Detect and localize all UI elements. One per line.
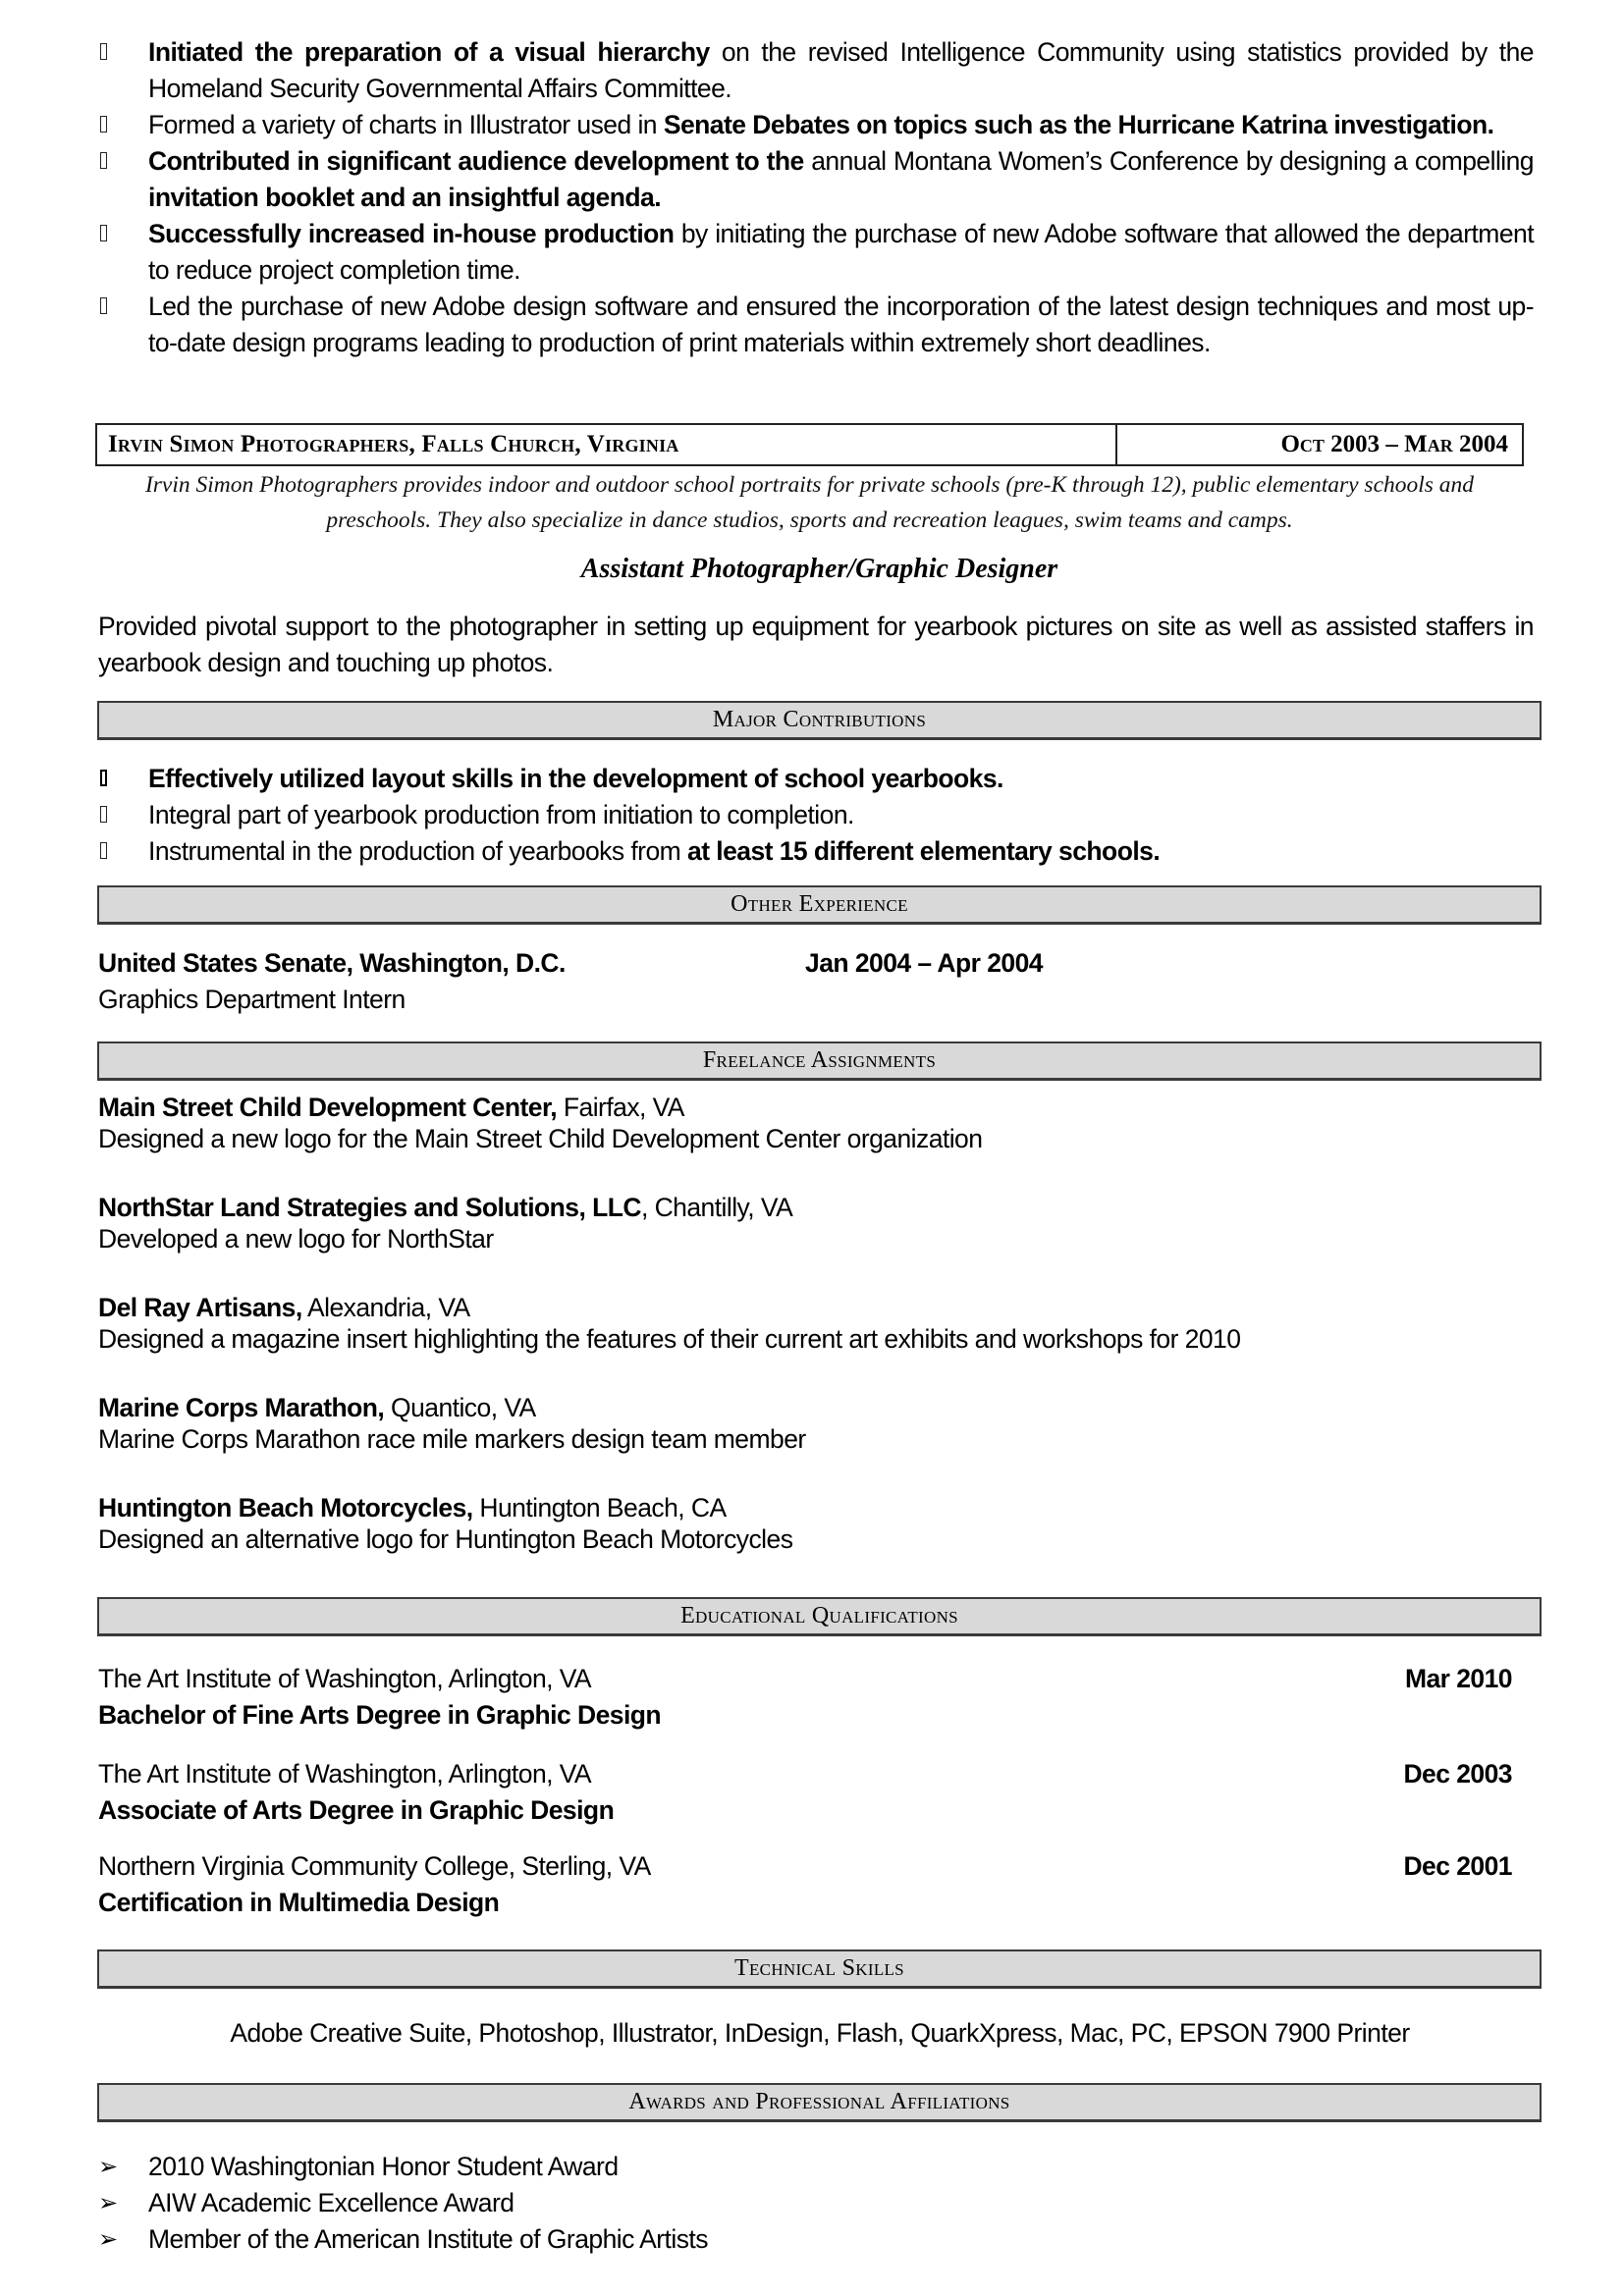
freelance-location: Fairfax, VA bbox=[557, 1093, 684, 1122]
education-date: Dec 2003 bbox=[1403, 1759, 1512, 1789]
education-school: Northern Virginia Community College, Sterling, VA bbox=[98, 1851, 651, 1881]
list-item bbox=[98, 143, 1534, 216]
list-item bbox=[98, 833, 1534, 870]
bold-text: at least 15 different elementary schools. bbox=[687, 836, 1161, 866]
text: by initiating the purchase of new Adobe software that allowed the department to reduce project completion time. bbox=[148, 219, 1535, 285]
education-degree: Associate of Arts Degree in Graphic Design bbox=[98, 1795, 615, 1825]
bold-text: Senate Debates on topics such as the Hurricane Katrina investigation. bbox=[663, 110, 1494, 139]
education-degree: Bachelor of Fine Arts Degree in Graphic Design bbox=[98, 1700, 662, 1730]
bullet-box-icon bbox=[100, 806, 107, 823]
freelance-client: Main Street Child Development Center, bbox=[98, 1093, 558, 1122]
bold-text: invitation booklet and an insightful agenda. bbox=[148, 183, 662, 212]
employment-dates: Oct 2003 – Mar 2004 bbox=[1280, 431, 1508, 457]
bullet-box-icon bbox=[100, 225, 107, 241]
freelance-description: Designed a new logo for the Main Street Child Development Center organization bbox=[98, 1124, 983, 1153]
section-header-technical-skills: Technical Skills bbox=[97, 1949, 1542, 1989]
bullet-box-icon bbox=[100, 152, 107, 169]
list-item bbox=[98, 34, 1534, 107]
list-item bbox=[98, 216, 1534, 289]
freelance-description: Marine Corps Marathon race mile markers design team member bbox=[98, 1424, 806, 1454]
employer-description: Irvin Simon Photographers provides indoor and outdoor school portraits for private schools (pre-K through 12), public elementary schools and preschools. They also specialize in dance studios, sports and recreation leagues, swim teams and camps. bbox=[144, 472, 1475, 533]
section-header-other-experience: Other Experience bbox=[97, 885, 1542, 925]
freelance-description: Designed an alternative logo for Huntington Beach Motorcycles bbox=[98, 1524, 793, 1554]
text: Formed a variety of charts in Illustrator used in bbox=[148, 110, 664, 139]
text: Integral part of yearbook production from initiation to completion. bbox=[148, 800, 854, 829]
section-header-education: Educational Qualifications bbox=[97, 1597, 1542, 1636]
education-degree: Certification in Multimedia Design bbox=[98, 1888, 500, 1917]
award-text: Member of the American Institute of Graphic Artists bbox=[148, 2224, 708, 2254]
award-text: 2010 Washingtonian Honor Student Award bbox=[148, 2152, 619, 2181]
other-role: Graphics Department Intern bbox=[98, 985, 406, 1014]
text: Led the purchase of new Adobe design software and ensured the incorporation of the latest design techniques and most up-to-date design programs leading to production of print materials within extremely short deadlines. bbox=[148, 292, 1534, 357]
education-date: Dec 2001 bbox=[1403, 1851, 1512, 1881]
bullet-box-icon bbox=[100, 842, 107, 859]
other-employer: United States Senate, Washington, D.C. bbox=[98, 948, 566, 978]
bold-text: Initiated the preparation of a visual hierarchy bbox=[148, 37, 710, 67]
section-header-major-contributions: Major Contributions bbox=[97, 701, 1542, 740]
bullet-box-icon bbox=[100, 116, 107, 133]
job-summary: Provided pivotal support to the photographer in setting up equipment for yearbook pictures on site as well as assisted staffers in yearbook design and touching up photos. bbox=[98, 612, 1534, 677]
bold-text: Effectively utilized layout skills in the development of school yearbooks. bbox=[148, 764, 1003, 793]
freelance-client: Huntington Beach Motorcycles, bbox=[98, 1493, 473, 1522]
bold-text: Contributed in significant audience development to the bbox=[148, 146, 804, 176]
job-title: Assistant Photographer/Graphic Designer bbox=[580, 554, 1058, 584]
freelance-location: Huntington Beach, CA bbox=[472, 1493, 727, 1522]
freelance-location: Alexandria, VA bbox=[301, 1293, 470, 1322]
arrow-bullet-icon: ➢ bbox=[98, 2226, 118, 2253]
text: annual Montana Women’s Conference by designing a compelling bbox=[803, 146, 1534, 176]
freelance-client: Marine Corps Marathon, bbox=[98, 1393, 385, 1422]
freelance-description: Developed a new logo for NorthStar bbox=[98, 1224, 494, 1254]
award-item bbox=[98, 2185, 1534, 2221]
award-text: AIW Academic Excellence Award bbox=[148, 2188, 514, 2217]
award-item bbox=[98, 2149, 1534, 2185]
freelance-client: Del Ray Artisans, bbox=[98, 1293, 302, 1322]
freelance-description: Designed a magazine insert highlighting the features of their current art exhibits and workshops for 2010 bbox=[98, 1324, 1241, 1354]
arrow-bullet-icon: ➢ bbox=[98, 2190, 118, 2216]
section-header-awards: Awards and Professional Affiliations bbox=[97, 2083, 1542, 2122]
bold-text: Successfully increased in-house production bbox=[148, 219, 675, 248]
freelance-location: Quantico, VA bbox=[384, 1393, 536, 1422]
bullet-box-icon bbox=[100, 297, 107, 314]
bullet-box-icon bbox=[100, 770, 107, 786]
arrow-bullet-icon: ➢ bbox=[98, 2154, 118, 2180]
section-header-freelance: Freelance Assignments bbox=[97, 1041, 1542, 1081]
list-item bbox=[98, 289, 1534, 361]
list-item bbox=[98, 797, 1534, 833]
achievement-list bbox=[98, 34, 1534, 361]
award-item bbox=[98, 2221, 1534, 2258]
freelance-location: , Chantilly, VA bbox=[640, 1193, 793, 1222]
contributions-list bbox=[98, 761, 1534, 870]
employer-header bbox=[95, 423, 1524, 466]
technical-skills-text: Adobe Creative Suite, Photoshop, Illustrator, InDesign, Flash, QuarkXpress, Mac, PC, EPSON 7900 Printer bbox=[230, 2018, 1410, 2048]
employer-name: Irvin Simon Photographers, Falls Church, Virginia bbox=[97, 425, 1117, 464]
list-item bbox=[98, 107, 1534, 143]
education-school: The Art Institute of Washington, Arlington, VA bbox=[98, 1664, 592, 1693]
freelance-client: NorthStar Land Strategies and Solutions, LLC bbox=[98, 1193, 641, 1222]
awards-list bbox=[98, 2149, 1534, 2258]
education-school: The Art Institute of Washington, Arlington, VA bbox=[98, 1759, 592, 1789]
text: Instrumental in the production of yearbooks from bbox=[148, 836, 687, 866]
education-date: Mar 2010 bbox=[1404, 1664, 1512, 1693]
text: on the revised Intelligence Community using statistics provided by the Homeland Security Governmental Affairs Committee. bbox=[148, 37, 1534, 103]
bullet-box-icon bbox=[100, 43, 107, 60]
list-item bbox=[98, 761, 1534, 797]
other-dates: Jan 2004 – Apr 2004 bbox=[805, 948, 1043, 978]
